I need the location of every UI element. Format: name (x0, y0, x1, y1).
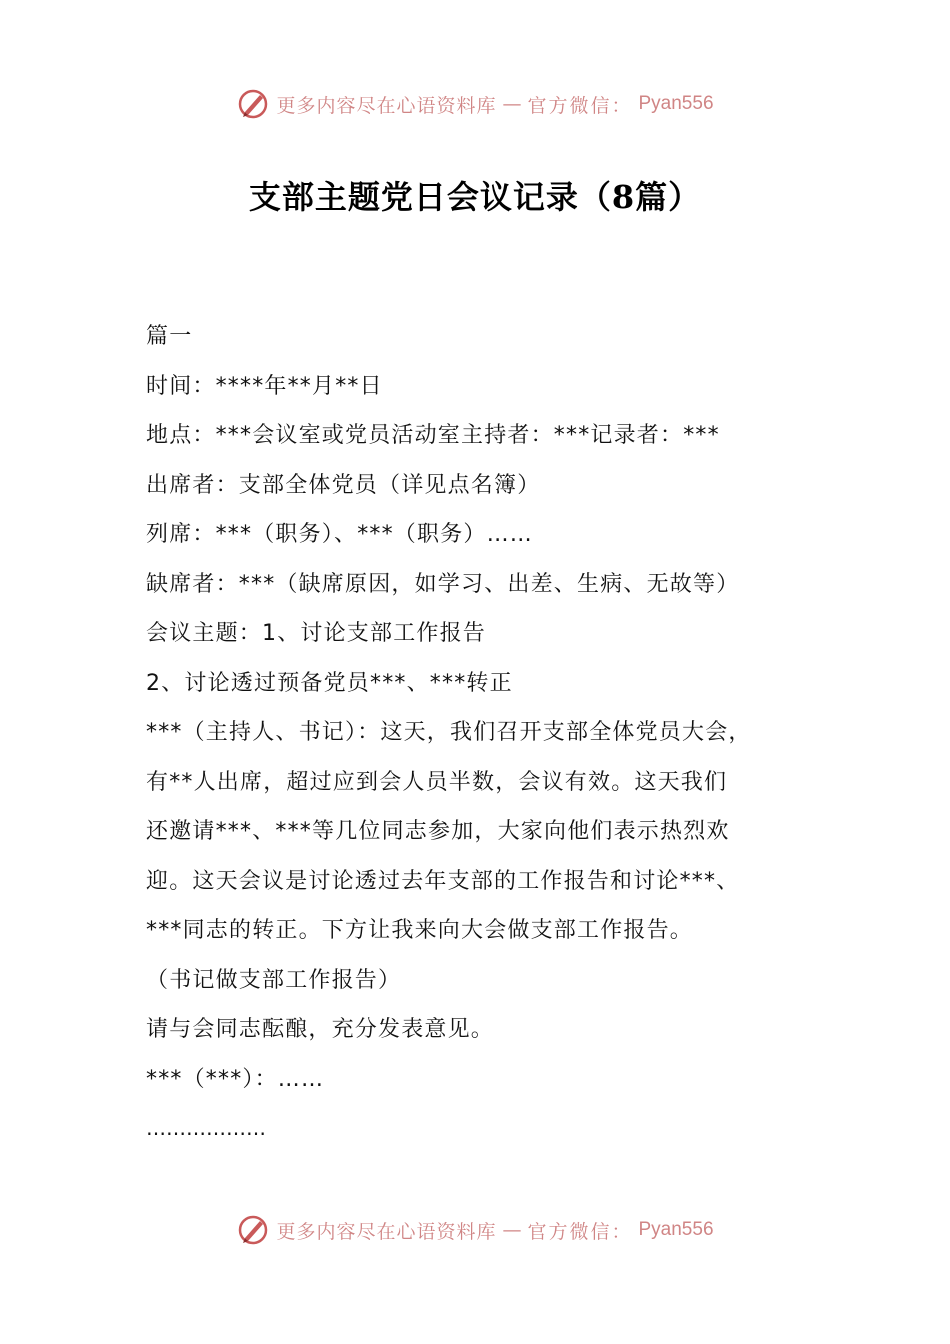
banner-wechat-label: 官方微信： (527, 1220, 633, 1243)
header-watermark (0, 84, 950, 124)
paragraph-line: ***（主持人、书记）：这天，我们召开支部全体党员大会， (146, 720, 752, 745)
banner-text: 更多内容尽在心语资料库 (276, 1220, 497, 1243)
document-body (146, 312, 846, 1154)
paragraph-line: ***（***）：…… (146, 1066, 325, 1092)
meeting-observers: 列席：***（职务）、***（职务）…… (146, 522, 534, 547)
banner-wechat-label: 官方微信： (527, 94, 633, 117)
paragraph-line: 请与会同志酝酿，充分发表意见。 (146, 1017, 495, 1042)
paragraph-line: 还邀请***、***等几位同志参加，大家向他们表示热烈欢 (146, 819, 730, 844)
banner-separator: — (502, 1219, 522, 1241)
meeting-location: 地点：***会议室或党员活动室主持者：***记录者：*** (146, 423, 720, 448)
meeting-attendees: 出席者：支部全体党员（详见点名簿） (146, 472, 541, 498)
paragraph-line: 有**人出席，超过应到会人员半数，会议有效。这天我们 (146, 769, 728, 795)
banner-wechat-id: Pyan556 (638, 1219, 714, 1240)
pen-logo-icon (236, 87, 270, 121)
meeting-time: 时间：****年**月**日 (146, 373, 383, 399)
paragraph-line: ***同志的转正。下方让我来向大会做支部工作报告。 (146, 918, 694, 943)
pen-logo-icon (236, 1213, 270, 1247)
meeting-absentees: 缺席者：***（缺席原因，如学习、出差、生病、无故等） (146, 571, 740, 597)
footer-watermark (0, 1210, 950, 1250)
meeting-topic-1: 会议主题：1、讨论支部工作报告 (146, 621, 486, 646)
document-title: 支部主题党日会议记录（8篇） (248, 178, 702, 216)
section-heading: 篇一 (146, 324, 193, 349)
paragraph-line: 迎。这天会议是讨论透过去年支部的工作报告和讨论***、 (146, 868, 740, 894)
banner-wechat-id: Pyan556 (638, 93, 714, 114)
paragraph-line: （书记做支部工作报告） (146, 967, 402, 993)
banner-separator: — (502, 93, 522, 115)
banner-text: 更多内容尽在心语资料库 (276, 94, 497, 117)
meeting-topic-2: 2、讨论透过预备党员***、***转正 (146, 670, 513, 696)
ellipsis-line: ……………… (146, 1116, 266, 1140)
